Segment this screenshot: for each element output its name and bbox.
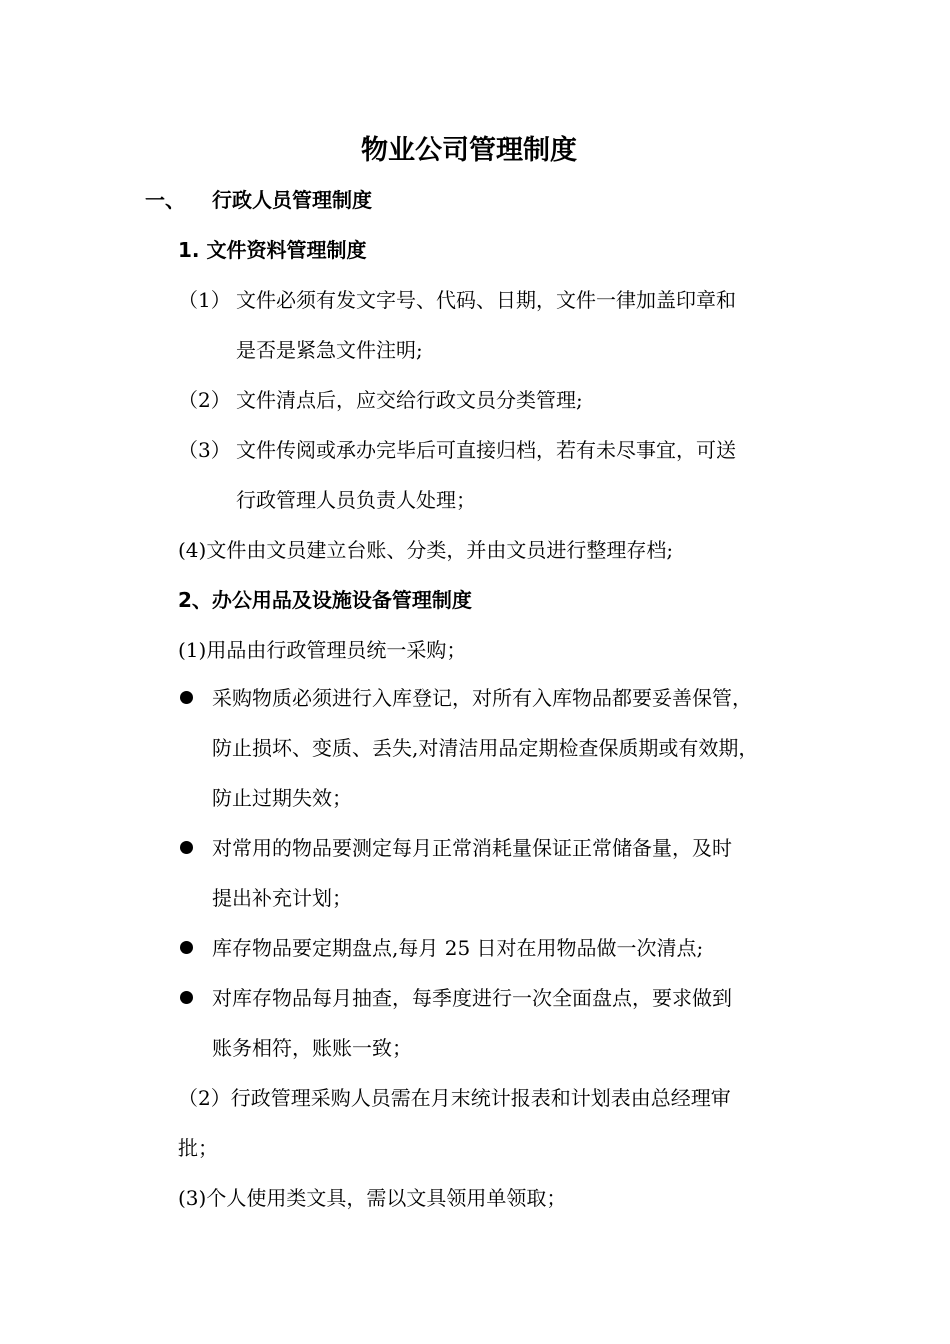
item-text: 文件传阅或承办完毕后可直接归档，若有未尽事宜，可送 [236, 438, 736, 462]
item-text: 批； [178, 1136, 218, 1160]
item-text: 文件必须有发文字号、代码、日期，文件一律加盖印章和 [236, 288, 736, 312]
item-marker: （2） [178, 388, 231, 412]
bullet-text: 防止过期失效； [212, 786, 352, 810]
item-text: (3)个人使用类文具，需以文具领用单领取； [178, 1186, 567, 1210]
item-text: （2）行政管理采购人员需在月末统计报表和计划表由总经理审 [178, 1086, 731, 1110]
section-number: 一、 [145, 188, 185, 212]
item-marker: （3） [178, 438, 231, 462]
bullet-text: 对常用的物品要测定每月正常消耗量保证正常储备量，及时 [212, 836, 732, 860]
bullet-text: 采购物质必须进行入库登记，对所有入库物品都要妥善保管， [212, 686, 752, 710]
item-text: (4)文件由文员建立台账、分类，并由文员进行整理存档; [178, 538, 674, 562]
item-text: (1)用品由行政管理员统一采购； [178, 638, 467, 662]
bullet-text: 账务相符，账账一致； [212, 1036, 412, 1060]
bullet-text: 提出补充计划； [212, 886, 352, 910]
bullet-text: 对库存物品每月抽查，每季度进行一次全面盘点，要求做到 [212, 986, 732, 1010]
item-text: 行政管理人员负责人处理； [236, 488, 476, 512]
bullet-icon [180, 941, 193, 954]
subsection-heading-1: 1. 文件资料管理制度 [178, 238, 367, 262]
item-text: 是否是紧急文件注明; [236, 338, 423, 362]
document-title: 物业公司管理制度 [361, 135, 577, 166]
bullet-text: 防止损坏、变质、丢失,对清洁用品定期检查保质期或有效期， [212, 736, 759, 760]
item-text: 文件清点后，应交给行政文员分类管理; [236, 388, 583, 412]
bullet-icon [180, 691, 193, 704]
item-marker: （1） [178, 288, 231, 312]
bullet-text: 库存物品要定期盘点,每月 25 日对在用物品做一次清点; [212, 936, 704, 960]
subsection-heading-2: 2、办公用品及设施设备管理制度 [178, 588, 472, 612]
bullet-icon [180, 841, 193, 854]
section-heading: 行政人员管理制度 [212, 188, 372, 212]
bullet-icon [180, 991, 193, 1004]
